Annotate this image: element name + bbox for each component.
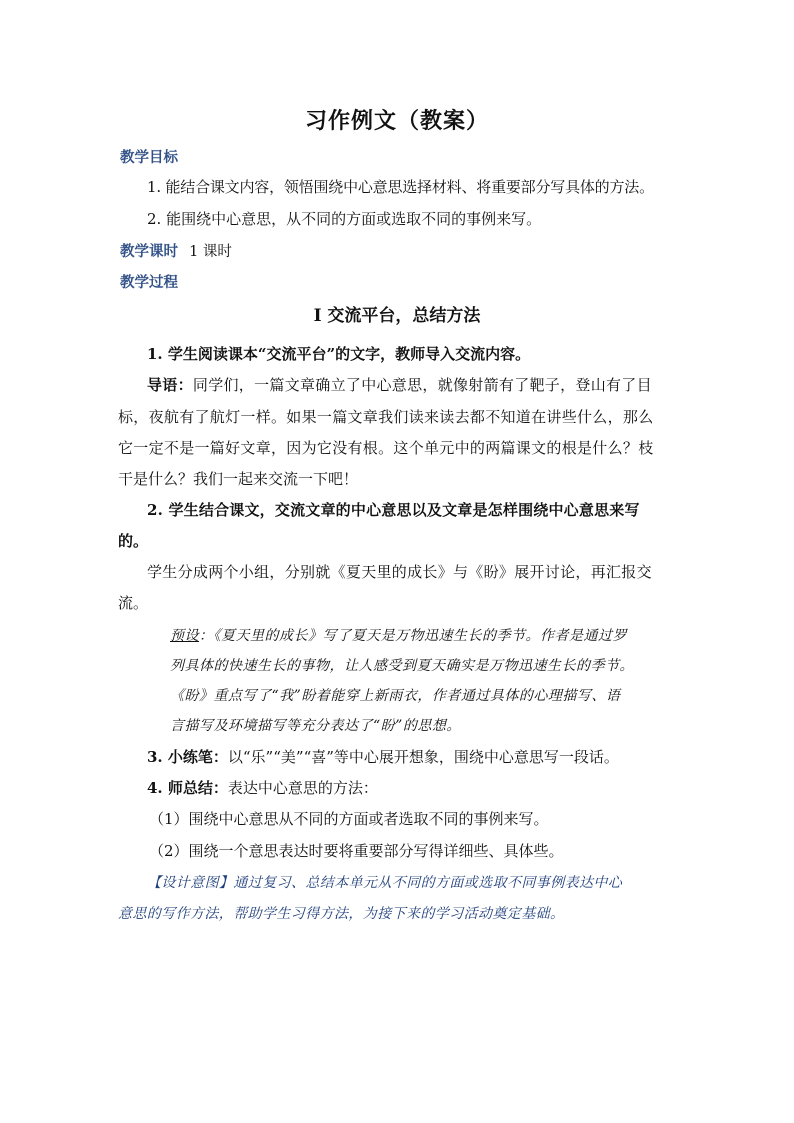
hours-label: 教学课时 [120, 244, 178, 260]
design-intent-line-2: 意思的写作方法，帮助学生习得方法，为接下来的学习活动奠定基础。 [118, 906, 565, 922]
intro-line-3: 它一定不是一篇好文章，因为它没有根。这个单元中的两篇课文的根是什么？枝 [118, 439, 654, 457]
preset-line-3: 《盼》重点写了“我”盼着能穿上新雨衣，作者通过具体的心理描写、语 [170, 688, 621, 704]
groups-line-1: 学生分成两个小组，分别就《夏天里的成长》与《盼》展开讨论，再汇报交 [147, 563, 652, 581]
goals-heading: 教学目标 [120, 150, 178, 166]
step-3-label: 3. 小练笔： [147, 748, 228, 766]
preset-text-1: ：《夏天里的成长》写了夏天是万物迅速生长的季节。作者是通过罗 [199, 628, 627, 644]
intro-line-4: 干是什么？我们一起来交流一下吧！ [118, 470, 359, 488]
step-4 [147, 777, 378, 798]
summary-item-2: （2）围绕一个意思表达时要将重要部分写得详细些、具体些。 [149, 842, 564, 860]
step-1: 1. 学生阅读课本“交流平台”的文字，教师导入交流内容。 [147, 345, 531, 363]
goal-item-2: 2. 能围绕中心意思，从不同的方面或选取不同的事例来写。 [147, 210, 542, 228]
process-heading: 教学过程 [120, 275, 178, 291]
step-2-line-1: 2. 学生结合课文，交流文章的中心意思以及文章是怎样围绕中心意思来写 [147, 501, 640, 519]
step-2-line-2: 的。 [118, 532, 149, 550]
section-title: Ⅰ 交流平台，总结方法 [313, 306, 481, 326]
step-4-label: 4. 师总结： [147, 779, 228, 797]
design-intent-line-1: 【设计意图】通过复习、总结本单元从不同的方面或选取不同事例表达中心 [147, 875, 623, 891]
step-4-text: 表达中心意思的方法： [227, 779, 378, 797]
intro-line-2: 标，夜航有了航灯一样。如果一篇文章我们读来读去都不知道在讲些什么，那么 [118, 408, 654, 426]
preset-label: 预设 [170, 628, 199, 644]
preset-line-4: 言描写及环境描写等充分表达了“盼”的思想。 [170, 718, 461, 734]
hours-heading [120, 240, 232, 261]
step-3 [147, 746, 619, 767]
summary-item-1: （1）围绕中心意思从不同的方面或者选取不同的事例来写。 [149, 810, 549, 828]
page-title: 习作例文（教案） [304, 108, 489, 134]
intro-line-1 [147, 374, 652, 395]
intro-label: 导语： [147, 376, 193, 394]
hours-value: 1 课时 [189, 244, 232, 260]
goal-item-1: 1. 能结合课文内容，领悟围绕中心意思选择材料、将重要部分写具体的方法。 [147, 178, 654, 196]
intro-text-1: 同学们，一篇文章确立了中心意思，就像射箭有了靶子，登山有了目 [192, 376, 652, 394]
step-3-text: 以“乐”“美”“喜”等中心展开想象，围绕中心意思写一段话。 [227, 748, 619, 766]
groups-line-2: 流。 [118, 594, 149, 612]
preset-line-2: 列具体的快速生长的事物，让人感受到夏天确实是万物迅速生长的季节。 [170, 658, 634, 674]
preset-line-1 [170, 625, 627, 645]
